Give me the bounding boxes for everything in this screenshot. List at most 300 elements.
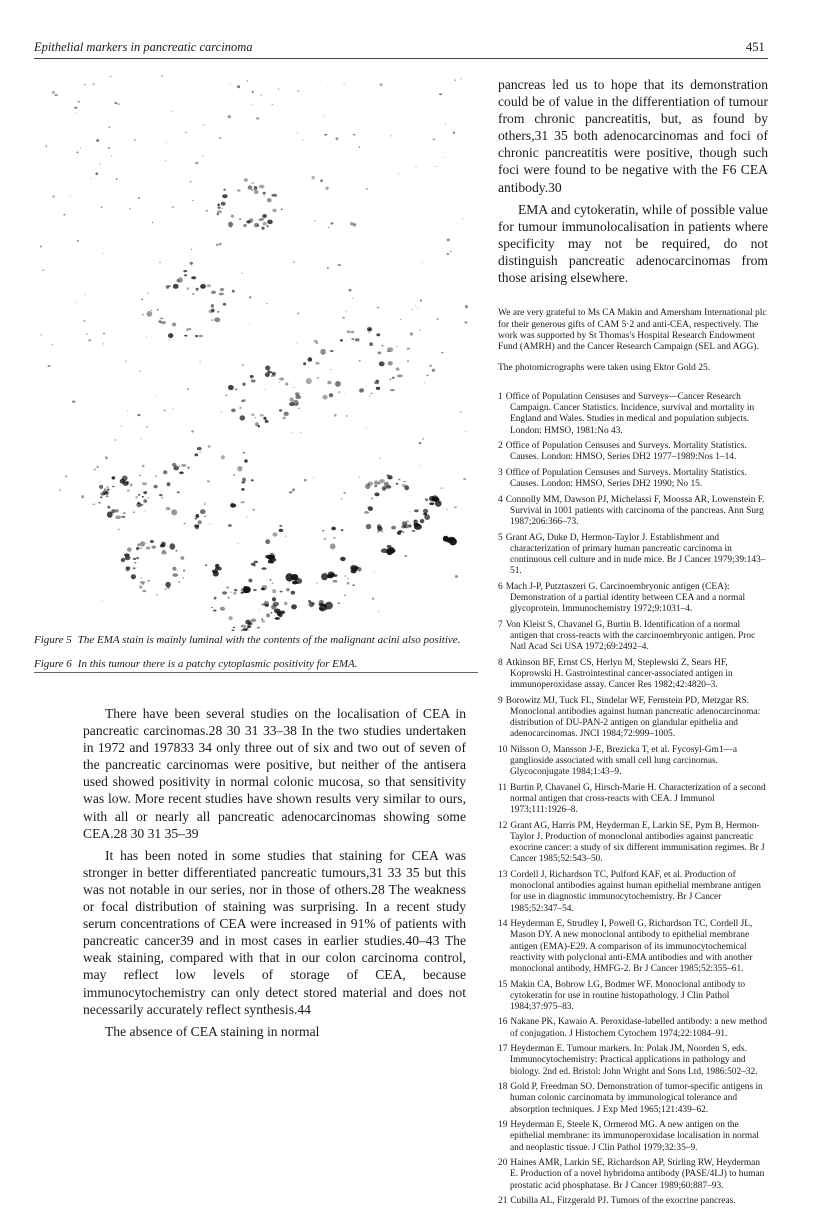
stain-speck (163, 410, 165, 412)
stain-speck (51, 344, 53, 345)
stain-speck (410, 332, 413, 335)
stain-speck (454, 80, 456, 81)
stain-speck (272, 597, 276, 601)
stain-speck (150, 540, 154, 543)
stain-speck (329, 393, 333, 397)
stain-speck (284, 417, 286, 419)
stain-speck (352, 298, 354, 299)
stain-speck (284, 176, 285, 177)
stain-speck (346, 311, 348, 313)
stain-speck (164, 588, 167, 590)
stain-speck (80, 148, 81, 149)
stain-speck (419, 465, 420, 466)
stain-speck (136, 547, 139, 550)
stain-speck (338, 391, 340, 393)
stain-speck (359, 477, 361, 478)
stain-speck (241, 364, 244, 366)
stain-speck (420, 519, 424, 523)
stain-speck (441, 352, 443, 354)
reference-number: 14 (498, 919, 508, 930)
stain-speck (197, 447, 202, 450)
stain-speck (279, 382, 280, 383)
caption-label: Figure 5 (34, 634, 72, 646)
stain-speck (138, 494, 140, 496)
stain-speck (417, 308, 418, 309)
stain-speck (147, 497, 149, 498)
stain-speck (303, 362, 306, 365)
reference-text: Cordell J, Richardson TC, Pulford KAF, et al. Production of monoclonal antibodies against human epithelial membrane antigen for use in diagnostic immunocytochemistry. Br J Cancer 1985;52:347–54. (510, 870, 761, 914)
stain-speck (141, 504, 144, 506)
reference-text: Office of Population Censuses and Surveys. Mortality Statistics. Causes. London: HMSO, Series DH2 1990; No 15. (505, 468, 747, 490)
stain-speck (462, 219, 463, 220)
stain-speck (320, 349, 326, 355)
stain-speck (416, 166, 417, 167)
stain-speck (297, 312, 299, 314)
reference-text: Grant AG, Harris PM, Heyderman E, Larkin SE, Pym B, Hermon-Taylor J. Production of monoclonal antibodies against pancreatic exocrine cancer: a study of six different immunisation regimes. Br J Cancer 1985;52:543–50. (510, 820, 765, 865)
stain-speck (251, 189, 253, 190)
stain-speck (463, 478, 466, 480)
stain-speck (96, 466, 98, 468)
body-paragraph: There have been several studies on the localisation of CEA in pancreatic carcinomas.28 30 31 33–38 In the two studies undertaken in 1972 and 197833 34 only three out of six and two out of seven of the pancreatic carcinomas were positive, but neither of the antisera used showed positivity in normal colonic mucosa, so that sensitivity was low. More recent studies have shown results very similar to ours, with all or nearly all pancreatic adenocarcinomas showing some CEA.28 30 31 35–39 (83, 706, 466, 841)
stain-speck (221, 202, 226, 206)
reference-number: 18 (498, 1082, 508, 1093)
stain-speck (409, 511, 410, 512)
stain-speck (243, 586, 251, 593)
stain-speck (396, 367, 400, 370)
stain-speck (146, 426, 148, 427)
stain-speck (127, 547, 132, 551)
stain-speck (117, 103, 120, 105)
stain-speck (249, 323, 250, 324)
stain-speck (377, 352, 381, 355)
reference-number: 2 (498, 441, 503, 452)
reference-text: Borowitz MJ, Tuck FL, Sindelar WF, Fernstein PD, Metzgar RS. Monoclonal antibodies against human pancreatic adenocarcinoma: distribution of DU-PAN-2 antigen on glandular epithelia and adenocarcinomas. JNCI 1984;72:999–1005. (505, 695, 761, 740)
stain-speck (240, 415, 246, 420)
reference-item (498, 658, 768, 691)
stain-speck (168, 285, 171, 287)
stain-speck (264, 196, 265, 197)
stain-speck (289, 491, 292, 493)
stain-speck (311, 176, 314, 179)
stain-speck (100, 496, 102, 498)
stain-speck (355, 338, 360, 341)
reference-item (498, 620, 768, 653)
stain-speck (228, 524, 232, 527)
stain-speck (402, 521, 407, 525)
stain-speck (183, 570, 185, 571)
reference-list (498, 392, 768, 1207)
stain-speck (81, 495, 84, 498)
stain-speck (127, 490, 130, 492)
stain-speck (172, 206, 174, 207)
stain-speck (99, 481, 101, 482)
stain-speck (320, 179, 323, 182)
stain-speck (263, 192, 266, 195)
stain-speck (76, 152, 78, 154)
stain-speck (243, 452, 245, 453)
stain-speck (220, 607, 225, 611)
stain-speck (404, 481, 406, 482)
stain-speck (99, 485, 103, 489)
stain-speck (253, 589, 257, 591)
stain-speck (160, 318, 164, 320)
stain-speck (378, 611, 379, 612)
stain-speck (396, 483, 399, 485)
reference-item (498, 1120, 768, 1153)
stain-speck (114, 102, 117, 104)
reference-item (498, 1044, 768, 1077)
stain-speck (374, 485, 377, 487)
stain-speck (260, 94, 262, 96)
stain-speck (222, 194, 227, 198)
stain-speck (284, 602, 288, 606)
stain-speck (281, 209, 283, 210)
stain-speck (219, 137, 221, 139)
stain-speck (217, 311, 219, 313)
stain-speck (392, 377, 394, 379)
stain-speck (182, 577, 184, 578)
stain-speck (366, 188, 368, 190)
stain-speck (319, 607, 323, 610)
stain-speck (202, 156, 204, 157)
stain-speck (40, 246, 42, 248)
reference-text: Gold P, Freedman SO. Demonstration of tumor-specific antigens in human colonic carcinomata by immunological tolerance and absorption techniques. J Exp Med 1965;121:439–62. (510, 1082, 763, 1115)
stain-speck (172, 573, 178, 577)
stain-speck (255, 417, 256, 418)
stain-speck (271, 104, 273, 106)
stain-speck (108, 126, 110, 128)
stain-speck (103, 343, 105, 345)
stain-speck (429, 508, 430, 509)
stain-speck (231, 504, 237, 508)
stain-speck (179, 465, 181, 467)
stain-speck (323, 116, 324, 117)
stain-speck (211, 607, 213, 608)
stain-speck (380, 83, 383, 86)
stain-speck (105, 456, 108, 459)
caption-divider (34, 672, 478, 673)
stain-speck (271, 375, 273, 377)
stain-speck (55, 94, 58, 96)
stain-speck (142, 496, 144, 498)
stain-speck (259, 609, 260, 610)
stain-speck (242, 478, 246, 482)
stain-speck (333, 580, 338, 583)
stain-speck (262, 620, 266, 622)
stain-speck (265, 604, 269, 607)
reference-number: 16 (498, 1017, 508, 1028)
stain-speck (272, 532, 277, 536)
stain-speck (382, 473, 383, 474)
stain-speck (347, 330, 351, 333)
stain-speck (248, 579, 252, 583)
stain-speck (244, 178, 248, 182)
stain-speck (217, 210, 222, 213)
stain-speck (400, 319, 402, 320)
stain-speck (142, 482, 147, 485)
stain-speck (435, 166, 436, 167)
stain-speck (338, 264, 341, 266)
stain-speck (116, 178, 118, 180)
reference-item (498, 1082, 768, 1115)
stain-speck (341, 498, 342, 499)
stain-speck (347, 582, 350, 585)
reference-item (498, 468, 768, 490)
stain-speck (325, 187, 328, 190)
caption-text: In this tumour there is a patchy cytoplasmic positivity for EMA. (77, 657, 358, 670)
stain-speck (52, 91, 55, 94)
stain-speck (65, 475, 67, 477)
stain-speck (207, 480, 210, 482)
stain-speck (202, 124, 204, 125)
stain-speck (140, 541, 145, 546)
page-number: 451 (746, 40, 765, 54)
stain-speck (265, 366, 270, 371)
stain-speck (96, 139, 99, 142)
stain-speck (340, 339, 343, 341)
stain-speck (90, 178, 92, 179)
reference-item (498, 1158, 768, 1191)
stain-speck (159, 494, 163, 496)
stain-speck (300, 432, 301, 433)
stain-speck (279, 409, 282, 412)
stain-speck (455, 575, 458, 578)
stain-speck (308, 600, 311, 603)
caption-figure-5 (34, 634, 478, 648)
reference-number: 9 (498, 695, 503, 706)
stain-speck (84, 84, 85, 85)
stain-speck (52, 195, 55, 198)
reference-number: 17 (498, 1044, 508, 1055)
stain-speck (103, 490, 107, 495)
stain-speck (146, 546, 151, 549)
stain-speck (390, 389, 395, 391)
stain-speck (250, 375, 254, 378)
stain-speck (226, 586, 229, 588)
stain-speck (382, 345, 384, 346)
stain-speck (106, 486, 109, 488)
stain-speck (221, 455, 225, 459)
stain-speck (107, 147, 110, 148)
stain-speck (439, 93, 442, 95)
stain-speck (144, 510, 145, 511)
stain-speck (179, 472, 184, 475)
stain-speck (184, 335, 187, 337)
stain-speck (327, 381, 331, 385)
stain-speck (137, 543, 140, 546)
stain-speck (255, 422, 259, 426)
stain-speck (340, 557, 346, 561)
stain-speck (59, 489, 61, 491)
stain-speck (178, 581, 180, 583)
stain-speck (213, 610, 216, 612)
stain-speck (163, 470, 167, 474)
stain-speck (86, 333, 88, 335)
stain-speck (465, 305, 468, 308)
stain-speck (279, 529, 284, 532)
stain-speck (141, 578, 143, 579)
stain-speck (331, 527, 336, 531)
reference-number: 15 (498, 979, 508, 990)
stain-speck (95, 172, 98, 175)
stain-speck (217, 204, 219, 207)
stain-speck (129, 208, 131, 210)
stain-speck (172, 463, 177, 467)
stain-speck (268, 560, 273, 564)
reference-item (498, 783, 768, 816)
stain-speck (343, 83, 345, 84)
stain-speck (254, 561, 259, 564)
stain-speck (469, 83, 470, 84)
stain-speck (423, 509, 428, 513)
stain-speck (241, 501, 245, 503)
stain-speck (367, 327, 372, 332)
stain-speck (102, 601, 103, 602)
stain-speck (231, 409, 236, 413)
stain-speck (244, 459, 247, 463)
stain-speck (432, 369, 435, 372)
stain-speck (107, 506, 110, 509)
stain-speck (378, 482, 380, 484)
acknowledgements (498, 308, 768, 374)
stain-speck (370, 393, 373, 395)
reference-text: Mach J-P, Putztaszeri G. Carcinoembryonic antigen (CEA): Demonstration of a partial identity between CEA and a normal glycoprotein. Immunochemistry 1972;9:1031–4. (505, 582, 746, 615)
stain-speck (272, 583, 274, 585)
stain-speck (213, 571, 219, 577)
reference-number: 20 (498, 1158, 508, 1169)
stain-speck (446, 538, 452, 543)
reference-text: Office of Population Censuses and Surveys—Cancer Research Campaign. Cancer Statistics. Incidence, survival and mortality in England and Wales. Studies in medical and population subjects. London: HMSO, 1981:No 43. (505, 392, 755, 436)
stain-speck (304, 479, 307, 482)
stain-speck (403, 227, 404, 228)
stain-speck (172, 323, 177, 327)
stain-speck (78, 101, 80, 103)
stain-speck (131, 574, 136, 579)
stain-speck (207, 284, 211, 287)
stain-speck (419, 442, 422, 444)
stain-speck (254, 223, 259, 227)
stain-speck (446, 509, 448, 510)
stain-speck (161, 542, 166, 547)
stain-speck (293, 400, 299, 406)
reference-item (498, 582, 768, 615)
stain-speck (377, 524, 382, 528)
stain-speck (192, 293, 195, 295)
stain-speck (88, 339, 91, 341)
stain-speck (206, 210, 208, 212)
stain-speck (143, 491, 147, 494)
stain-speck (251, 619, 257, 623)
stain-speck (195, 335, 198, 337)
reference-text: Connolly MM, Dawson PJ, Michelassi F, Moossa AR, Lowenstein F. Survival in 1001 patients with carcinoma of the pancreas. Ann Surg 1987;206:366–73. (505, 494, 765, 528)
stain-speck (159, 320, 162, 323)
stain-speck (429, 365, 432, 368)
stain-speck (142, 590, 146, 593)
body-paragraph: pancreas led us to hope that its demonstration could be of value in the differentiation of tumour from chronic pancreatitis, but, as found by others,31 35 both adenocarcinomas and foci of chronic pancreatitis were positive, though such foci were found to be negative with the F6 CEA antibody.30 (498, 77, 768, 195)
stain-speck (273, 602, 279, 607)
stain-speck (147, 293, 149, 294)
stain-speck (407, 360, 409, 362)
stain-speck (237, 466, 242, 471)
stain-speck (214, 317, 220, 322)
stain-speck (279, 377, 284, 380)
stain-speck (259, 185, 265, 189)
stain-speck (231, 215, 234, 218)
stain-speck (460, 411, 462, 413)
stain-speck (230, 83, 231, 84)
stain-speck (181, 464, 186, 467)
reference-item (498, 441, 768, 463)
stain-speck (401, 525, 406, 528)
stain-speck (237, 190, 241, 192)
stain-speck (366, 524, 372, 529)
stain-speck (376, 387, 380, 390)
stain-speck (156, 594, 158, 596)
stain-speck (211, 304, 214, 308)
reference-number: 19 (498, 1120, 508, 1131)
stain-speck (444, 157, 446, 158)
reference-item (498, 696, 768, 741)
stain-speck (111, 156, 112, 157)
stain-speck (228, 222, 233, 227)
stain-speck (425, 498, 429, 501)
stain-speck (211, 291, 216, 294)
stain-speck (387, 347, 393, 352)
stain-speck (374, 381, 379, 384)
caption-figure-6 (34, 658, 478, 672)
stain-speck (121, 558, 125, 562)
stain-speck (316, 583, 317, 584)
stain-speck (188, 467, 190, 469)
stain-speck (221, 412, 223, 413)
stain-speck (162, 550, 166, 552)
stain-speck (261, 618, 263, 620)
stain-speck (139, 371, 141, 373)
stain-speck (195, 162, 198, 164)
stain-speck (241, 482, 245, 484)
stain-speck (139, 585, 142, 588)
stain-speck (211, 319, 213, 321)
stain-speck (371, 498, 373, 500)
stain-speck (267, 198, 272, 202)
reference-text: Makin CA, Bobrow LG, Bodmer WF. Monoclonal antibody to cytokeratin for use in routine histopathology. J Clin Pathol 1984;37:975–83. (510, 979, 746, 1012)
stain-speck (200, 284, 206, 289)
stain-speck (374, 480, 379, 485)
stain-speck (419, 330, 421, 331)
stain-speck (295, 395, 301, 399)
stain-speck (248, 185, 252, 189)
stain-speck (334, 414, 337, 417)
stain-speck (195, 518, 197, 520)
stain-speck (254, 186, 258, 190)
stain-speck (237, 543, 238, 544)
stain-speck (284, 412, 289, 416)
stain-speck (230, 592, 231, 593)
stain-speck (454, 506, 457, 508)
stain-speck (104, 488, 106, 490)
stain-speck (264, 389, 265, 390)
stain-speck (133, 511, 135, 513)
stain-speck (292, 581, 298, 585)
stain-speck (285, 382, 288, 385)
stain-speck (181, 556, 185, 560)
stain-speck (286, 588, 290, 591)
stain-speck (426, 375, 428, 377)
stain-speck (265, 420, 269, 423)
stain-speck (156, 395, 157, 396)
stain-speck (261, 603, 264, 605)
stain-speck (92, 504, 95, 506)
